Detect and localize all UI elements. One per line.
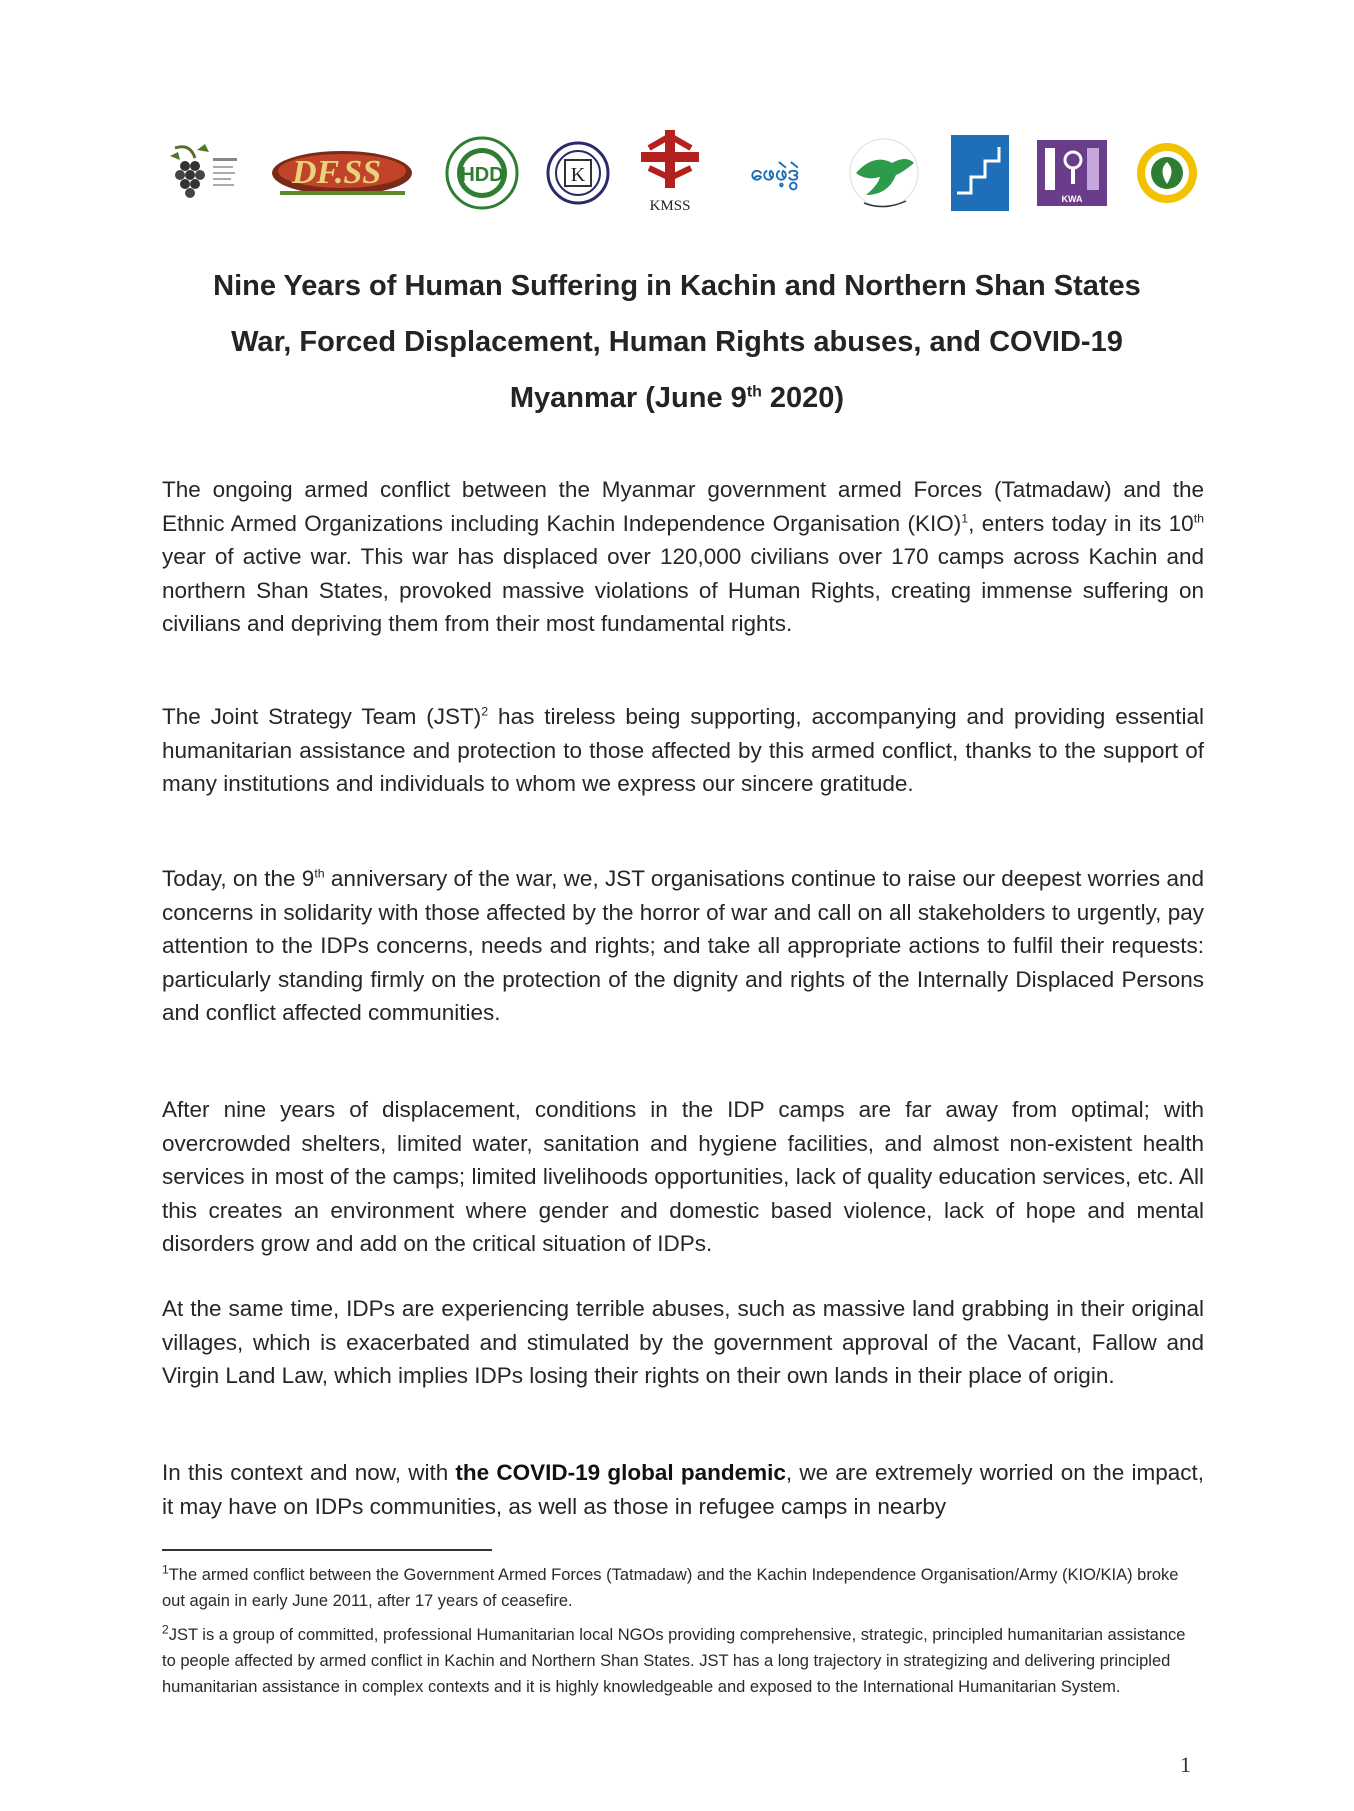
page-number: 1 xyxy=(1180,1752,1191,1777)
hdd-logo xyxy=(444,135,520,211)
kwa-logo xyxy=(1035,138,1109,208)
svg-text:DF.SS: DF.SS xyxy=(291,154,381,191)
title-line-3: Myanmar (June 9th 2020) xyxy=(509,382,845,414)
svg-text:ဖေဖဲ့ဒွဲ: ဖေဖဲ့ဒွဲ xyxy=(750,161,800,186)
svg-text:KMSS: KMSS xyxy=(649,198,691,214)
partner-logos-row xyxy=(165,128,1200,218)
leaf-circle-logo xyxy=(1134,140,1200,206)
paragraph-1: The ongoing armed conflict between the Myanmar government armed Forces (Tatmadaw) and the Ethnic Armed Organizations including Kachin Independence Organisation (KIO)$^1$, enters today in its 10th year of active war. This war has displaced over 120,000 civilians over 170 camps across Kachin and northern Shan States, provoked massive violations of Human Rights, creating immense suffering on civilians and depriving them from their most fundamental rights. xyxy=(162,477,1204,636)
dove-logo xyxy=(844,133,924,213)
svg-text:KWA: KWA xyxy=(1061,194,1083,204)
footnote-2: $^2$JST is a group of committed, professional Humanitarian local NGOs providing comprehensive, strategic, principled humanitarian assistance to people affected by armed conflict in Kachin and Northern Shan States. JST has a long trajectory in strategizing and delivering principled humanitarian assistance in complex contexts and it is highly knowledgeable and exposed to the International Humanitarian System. xyxy=(162,1622,1186,1696)
grapevine-logo xyxy=(165,138,245,208)
footnote-1: $^1$The armed conflict between the Government Armed Forces (Tatmadaw) and the Kachin Independence Organisation/Army (KIO/KIA) broke out again in early June 2011, after 17 years of ceasefire. xyxy=(162,1562,1179,1610)
title-line-1: Nine Years of Human Suffering in Kachin and Northern Shan States xyxy=(213,270,1141,302)
svg-text:HDD: HDD xyxy=(460,164,504,186)
script-logo xyxy=(730,148,820,198)
dfss-logo xyxy=(270,143,420,203)
svg-text:K: K xyxy=(570,164,585,186)
paragraph-4: After nine years of displacement, conditions in the IDP camps are far away from optimal; with overcrowded shelters, limited water, sanitation and hygiene facilities, and almost non-existent health services in most of the camps; limited livelihoods opportunities, lack of quality education services, etc. All this creates an environment where gender and domestic based violence, lack of hope and mental disorders grow and add on the critical situation of IDPs. xyxy=(162,1097,1204,1256)
document-title xyxy=(140,258,1214,426)
footnote-divider xyxy=(162,1549,492,1551)
paragraph-5: At the same time, IDPs are experiencing terrible abuses, such as massive land grabbing in their original villages, which is exacerbated and stimulated by the government approval of the Vacant, Fallow and Virgin Land Law, which implies IDPs losing their rights on their own lands in their place of origin. xyxy=(162,1296,1204,1388)
footnote-ref-1[interactable]: 1 xyxy=(961,511,969,525)
kbc-logo xyxy=(545,140,611,206)
paragraph-3: Today, on the 9th anniversary of the war, we, JST organisations continue to raise our deepest worries and concerns in solidarity with those affected by the horror of war and call on all stakeholders to urgently, pay attention to the IDPs concerns, needs and rights; and take all appropriate actions to fulfil their requests: particularly standing firmly on the protection of the dignity and rights of the Internally Displaced Persons and conflict affected communities. xyxy=(162,866,1204,1025)
title-line-2: War, Forced Displacement, Human Rights abuses, and COVID-19 xyxy=(231,326,1123,358)
paragraph-6: In this context and now, with the COVID-19 global pandemic, we are extremely worried on the impact, it may have on IDPs communities, as well as those in refugee camps in nearby xyxy=(162,1460,1204,1519)
kmss-logo xyxy=(635,128,705,218)
paragraph-2: The Joint Strategy Team (JST)$^2$ has tireless being supporting, accompanying and providing essential humanitarian assistance and protection to those affected by this armed conflict, thanks to the support of many institutions and individuals to whom we express our sincere gratitude. xyxy=(162,704,1204,796)
steps-logo xyxy=(949,133,1011,213)
footnote-ref-2[interactable]: 2 xyxy=(481,704,489,719)
